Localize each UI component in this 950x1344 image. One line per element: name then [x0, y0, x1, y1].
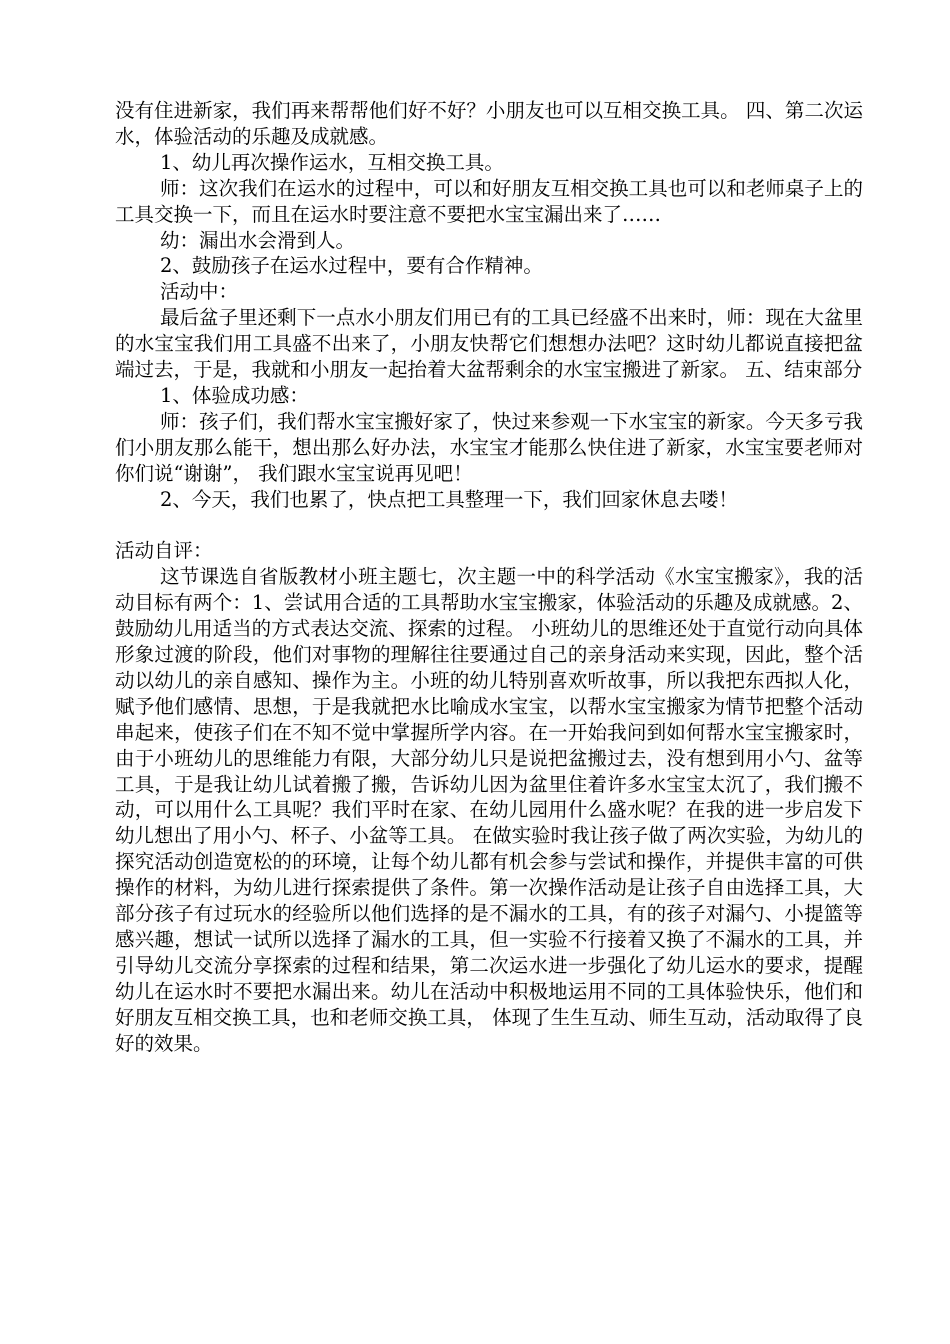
paragraph-remaining-water: 最后盆子里还剩下一点水小朋友们用已有的工具已经盛不出来时，师：现在大盆里的水宝宝我们用工具盛不出来了，小朋友快帮它们想想办法吧？这时幼儿都说直接把盆端过去，于是，我就和小朋友一起抬着大盆帮剩余的水宝宝搬进了新家。 五、结束部分: [115, 306, 863, 382]
paragraph-tidy-up: 2、今天，我们也累了，快点把工具整理一下，我们回家休息去喽！: [160, 487, 738, 511]
paragraph-during-activity: 活动中：: [160, 280, 239, 304]
document-page: [115, 98, 863, 1057]
review-heading: 活动自评：: [115, 539, 213, 563]
paragraph-step-1: 1、幼儿再次操作运水，互相交换工具。: [160, 150, 504, 174]
paragraph-success-feeling: 1、体验成功感：: [160, 383, 309, 407]
paragraph-teacher-instruction: 师：这次我们在运水的过程中，可以和好朋友互相交换工具也可以和老师桌子上的工具交换一下，而且在运水时要注意不要把水宝宝漏出来了……: [115, 176, 863, 226]
paragraph-teacher-praise: 师：孩子们，我们帮水宝宝搬好家了，快过来参观一下水宝宝的新家。今天多亏我们小朋友那么能干，想出那么好办法，水宝宝才能那么快住进了新家，水宝宝要老师对你们说“谢谢”， 我们跟水宝宝说再见吧！: [115, 409, 863, 485]
review-body: 这节课选自省版教材小班主题七，次主题一中的科学活动《水宝宝搬家》，我的活动目标有两个：1、尝试用合适的工具帮助水宝宝搬家，体验活动的乐趣及成就感。2、鼓励幼儿用适当的方式表达交流、探索的过程。 小班幼儿的思维还处于直觉行动向具体形象过渡的阶段，他们对事物的理解往往要通过自己的亲身活动来实现，因此，整个活动以幼儿的亲自感知、操作为主。小班的幼儿特别喜欢听故事，所以我把东西拟人化，赋予他们感情、思想，于是我就把水比喻成水宝宝，以帮水宝宝搬家为情节把整个活动串起来，使孩子们在不知不觉中掌握所学内容。在一开始我问到如何帮水宝宝搬家时，由于小班幼儿的思维能力有限，大部分幼儿只是说把盆搬过去，没有想到用小勺、盆等工具，于是我让幼儿试着搬了搬，告诉幼儿因为盆里住着许多水宝宝太沉了，我们搬不动，可以用什么工具呢？我们平时在家、在幼儿园用什么盛水呢？在我的进一步启发下幼儿想出了用小勺、杯子、小盆等工具。 在做实验时我让孩子做了两次实验，为幼儿的探究活动创造宽松的的环境，让每个幼儿都有机会参与尝试和操作，并提供丰富的可供操作的材料，为幼儿进行探索提供了条件。第一次操作活动是让孩子自由选择工具，大部分孩子有过玩水的经验所以他们选择的是不漏水的工具，有的孩子对漏勺、小提篮等感兴趣，想试一试所以选择了漏水的工具，但一实验不行接着又换了不漏水的工具，并引导幼儿交流分享探索的过程和结果，第二次运水进一步强化了幼儿运水的要求，提醒幼儿在运水时不要把水漏出来。幼儿在活动中积极地运用不同的工具体验快乐，他们和好朋友互相交换工具，也和老师交换工具， 体现了生生互动、师生互动，活动取得了良好的效果。: [115, 565, 863, 1055]
paragraph-continuation: 没有住进新家，我们再来帮帮他们好不好？小朋友也可以互相交换工具。 四、第二次运水，体验活动的乐趣及成就感。: [115, 99, 863, 148]
paragraph-child-reply: 幼：漏出水会滑到人。: [160, 228, 356, 252]
paragraph-step-2: 2、鼓励孩子在运水过程中，要有合作精神。: [160, 254, 543, 278]
blank-line: [115, 513, 863, 539]
